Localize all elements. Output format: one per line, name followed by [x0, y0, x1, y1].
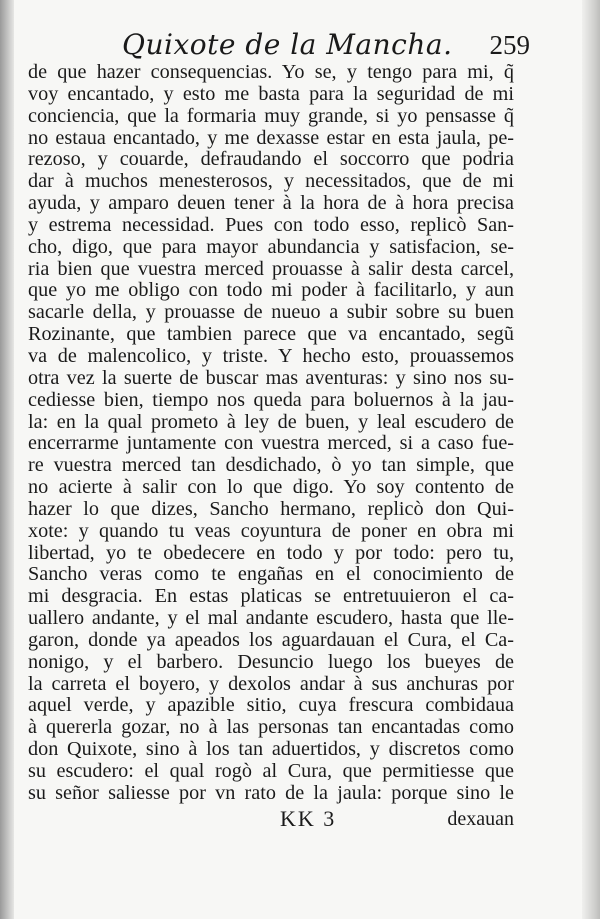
text-line: aquel verde, y apazible sitio, cuya frescura combidaua — [28, 694, 514, 717]
page-edge — [582, 0, 600, 919]
text-line: don Quixote, sino à los tan aduertidos, y discretos como — [28, 738, 514, 761]
body-text — [28, 62, 514, 805]
text-line: la: en la qual prometo à ley de buen, y leal escudero de — [28, 410, 514, 433]
text-line: de que hazer consequencias. Yo se, y tengo para mi, q̃ — [28, 61, 514, 83]
text-line: ria bien que vuestra merced prouasse à salir desta carcel, — [28, 257, 514, 280]
text-line: libertad, yo te obedecere en todo y por todo: pero tu, — [28, 541, 514, 564]
signature-mark: KK 3 — [280, 806, 337, 831]
text-line: garon, donde ya apeados los aguardauan el Cura, el Ca- — [28, 628, 514, 651]
text-line: re vuestra merced tan desdichado, ò yo tan simple, que — [28, 454, 514, 477]
text-line: la carreta el boyero, y dexolos andar à sus anchuras por — [28, 672, 514, 695]
gutter-shadow — [0, 0, 14, 919]
text-line: no acierte à salir con lo que digo. Yo soy contento de — [28, 476, 514, 499]
running-title: Quixote de la Mancha. — [122, 28, 453, 61]
text-line: voy encantado, y esto me basta para la seguridad de mi — [28, 82, 514, 105]
text-line: xote: y quando tu veas coyuntura de poner en obra mi — [28, 519, 514, 542]
text-line: dar à muchos menesterosos, y necessitados, que de mi — [28, 170, 514, 193]
text-line: no estaua encantado, y me dexasse estar en esta jaula, pe- — [28, 126, 514, 149]
text-line: su escudero: el qual rogò al Cura, que permitiesse que — [28, 760, 514, 782]
text-line: va de malencolico, y triste. Y hecho esto, prouassemos — [28, 344, 514, 367]
text-line: sacarle della, y prouasse de nueuo a subir sobre su buen — [28, 301, 514, 324]
text-line: conciencia, que la formaria muy grande, si yo pensasse q̃ — [28, 104, 514, 127]
text-line: Sancho veras como te engañas en el conocimiento de — [28, 563, 514, 586]
text-line: à quererla gozar, no à las personas tan encantadas como — [28, 716, 514, 739]
text-line: cho, digo, que para mayor abundancia y satisfacion, se- — [28, 235, 514, 258]
text-line: rezoso, y couarde, defraudando el soccorro que podria — [28, 148, 514, 171]
text-line: uallero andante, y el mal andante escudero, hasta que lle- — [28, 607, 514, 630]
text-line: que yo me obligo con todo mi poder à facilitarlo, y aun — [28, 279, 514, 302]
text-line: nonigo, y el barbero. Desuncio luego los bueyes de — [28, 650, 514, 673]
text-line: otra vez la suerte de buscar mas aventuras: y sino nos su- — [28, 366, 514, 389]
text-line: cediesse bien, tiempo nos queda para boluernos à la jau- — [28, 388, 514, 411]
text-line: ayuda, y amparo deuen tener à la hora de à hora precisa — [28, 192, 514, 215]
page-number: 259 — [489, 30, 530, 60]
catchword: dexauan — [447, 808, 514, 830]
text-line: Rozinante, que tambien parece que va encantado, segũ — [28, 323, 514, 346]
text-line: encerrarme juntamente con vuestra merced, si a caso fue- — [28, 432, 514, 455]
text-line: y estrema necessidad. Pues con todo esso, replicò San- — [28, 213, 514, 236]
page-footer — [28, 806, 514, 836]
text-line: su señor saliesse por vn rato de la jaula: porque sino le — [28, 781, 514, 804]
text-line: hazer lo que dizes, Sancho hermano, replicò don Qui- — [28, 497, 514, 520]
text-line: mi desgracia. En estas platicas se entretuuieron el ca- — [28, 585, 514, 608]
